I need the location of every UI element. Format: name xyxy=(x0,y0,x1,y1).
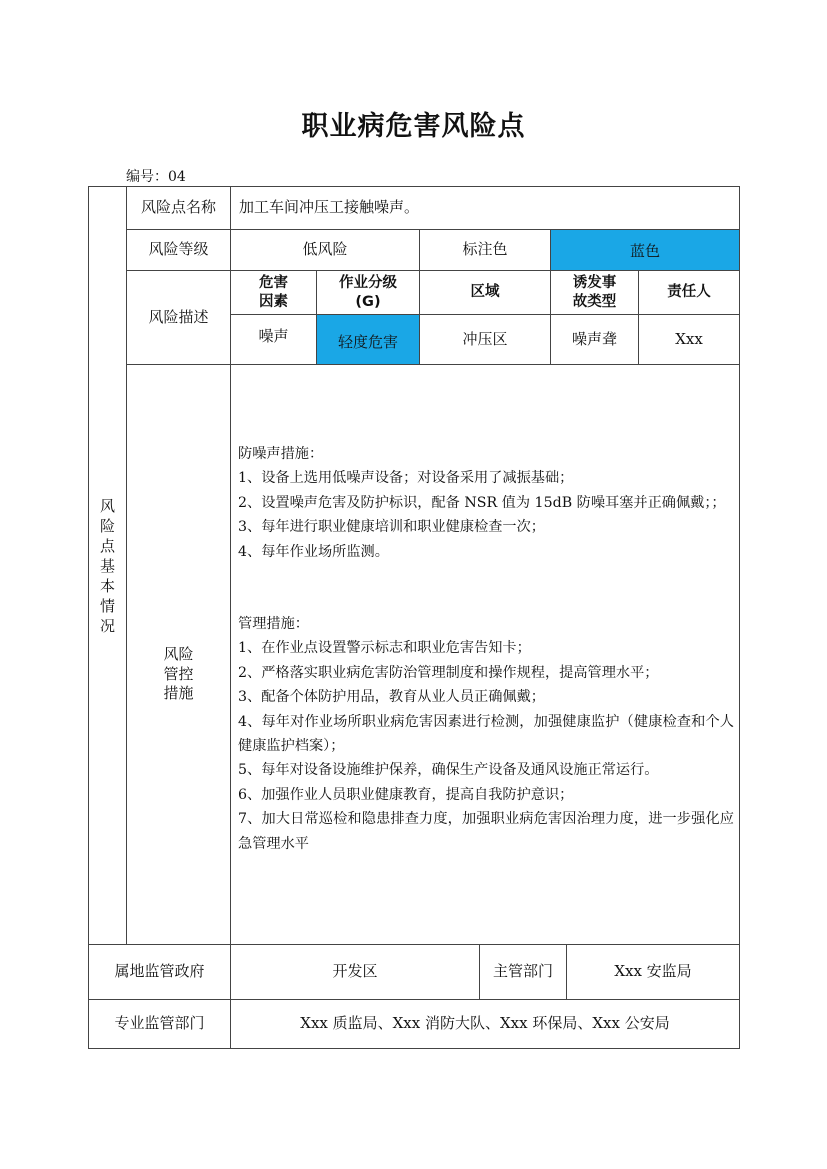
value-responsible: Xxx xyxy=(675,329,703,348)
local-gov-value: 开发区 xyxy=(332,962,378,981)
noise-measure-item: 4、每年作业场所监测。 xyxy=(238,543,389,560)
mgmt-measures-title: 管理措施： xyxy=(238,616,309,633)
control-label-line3: 措施 xyxy=(163,684,194,703)
mgmt-measure-item: 7、加大日常巡检和隐患排查力度，加强职业病危害因治理力度，进一步强化应急管理水平 xyxy=(238,811,734,852)
header-hazard-factor xyxy=(231,271,316,314)
value-accident-type: 噪声聋 xyxy=(571,329,617,348)
risk-name-label: 风险点名称 xyxy=(140,198,216,217)
header-area: 区域 xyxy=(470,284,500,301)
noise-measure-item: 3、每年进行职业健康培训和职业健康检查一次； xyxy=(238,519,545,536)
color-value: 蓝色 xyxy=(551,230,739,270)
side-label: 风险点基本情况 xyxy=(99,496,115,635)
serial-number: 编号：04 xyxy=(126,169,186,185)
mgmt-measure-item: 2、严格落实职业病危害防治管理制度和操作规程，提高管理水平； xyxy=(238,664,659,681)
side-label-cell xyxy=(89,187,126,944)
risk-level-value: 低风险 xyxy=(302,240,348,259)
mgmt-measure-item: 4、每年对作业场所职业病危害因素进行检测，加强健康监护（健康检查和个人健康监护档案）； xyxy=(238,713,734,755)
mgmt-measure-item: 1、在作业点设置警示标志和职业危害告知卡； xyxy=(238,640,531,657)
noise-measure-item: 1、设备上选用低噪声设备；对设备采用了减振基础； xyxy=(238,470,574,487)
special-supervision-value: Xxx 质监局、Xxx 消防大队、Xxx 环保局、Xxx 公安局 xyxy=(300,1014,670,1033)
header-work-grade-line1: 作业分级 xyxy=(339,274,397,291)
control-measures-text xyxy=(238,442,734,856)
header-work-grade-line2: (G) xyxy=(355,293,381,310)
special-supervision-label: 专业监管部门 xyxy=(114,1014,205,1033)
value-area: 冲压区 xyxy=(462,329,508,348)
control-label-line1: 风险 xyxy=(163,645,194,664)
risk-level-label: 风险等级 xyxy=(148,240,209,259)
mgmt-measure-item: 6、加强作业人员职业健康教育，提高自我防护意识； xyxy=(238,786,574,803)
header-hazard-factor-line2: 因素 xyxy=(259,293,288,310)
header-work-grade xyxy=(317,271,419,314)
noise-measures-title: 防噪声措施： xyxy=(238,446,324,462)
control-label-line2: 管控 xyxy=(163,664,194,683)
page-title: 职业病危害风险点 xyxy=(301,111,526,142)
value-work-grade: 轻度危害 xyxy=(317,315,419,364)
mgmt-measure-item: 3、配备个体防护用品，教育从业人员正确佩戴； xyxy=(238,689,545,706)
noise-measure-item: 2、设置噪声危害及防护标识，配备 NSR 值为 15dB 防噪耳塞并正确佩戴；； xyxy=(238,494,726,511)
value-hazard-factor: 噪声 xyxy=(258,326,289,345)
header-accident-type-line1: 诱发事 xyxy=(572,274,617,291)
risk-name-value: 加工车间冲压工接触噪声。 xyxy=(239,198,420,217)
header-hazard-factor-line1: 危害 xyxy=(259,274,288,291)
header-accident-type xyxy=(551,271,638,314)
header-responsible: 责任人 xyxy=(667,284,711,301)
header-accident-type-line2: 故类型 xyxy=(572,293,617,310)
risk-desc-label: 风险描述 xyxy=(148,307,209,326)
dept-label: 主管部门 xyxy=(492,962,553,981)
dept-value: Xxx 安监局 xyxy=(614,962,692,981)
mgmt-measure-item: 5、每年对设备设施维护保养，确保生产设备及通风设施正常运行。 xyxy=(238,762,659,779)
local-gov-label: 属地监管政府 xyxy=(114,962,205,981)
color-label: 标注色 xyxy=(462,240,508,259)
control-measures-label xyxy=(127,365,230,944)
